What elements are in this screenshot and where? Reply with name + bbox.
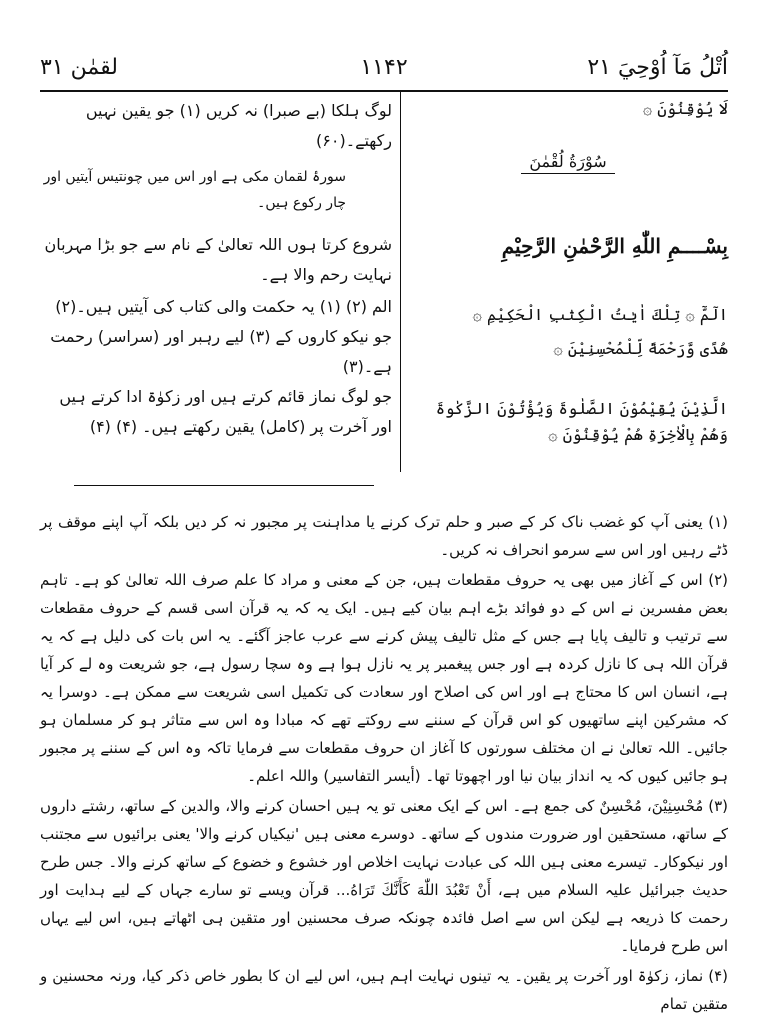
translation-line-1: لوگ ہلکا (بے صبرا) نہ کریں (۱) جو یقین نہیں رکھتے۔(۶۰)	[85, 101, 392, 150]
surah-intro: سورۂ لقمان مکی ہے اور اس میں چونتیس آیتیں اور چار رکوع ہیں۔	[43, 169, 346, 211]
arabic-ayah-1: الٓمّٓ ۞ تِلْكَ اٰيٰتُ الْكِتٰبِ الْحَكِيْمِ ۞	[472, 305, 728, 324]
footnote-1: (۱) یعنی آپ کو غضب ناک کر کے صبر و حلم ترک کرنے یا مداہنت پر مجبور نہ کر دیں بلکہ آپ اپنے موقف پر ڈٹے رہیں اور اس سے سرمو انحراف نہ کریں۔	[40, 513, 728, 559]
surah-name-heading	[408, 152, 728, 174]
arabic-ayah-2: هُدًى وَّرَحْمَةً لِّلْمُحْسِنِيْنَ ۞	[553, 339, 728, 358]
translation-verse-3: جو لوگ نماز قائم کرتے ہیں اور زکوٰۃ ادا کرتے ہیں اور آخرت پر (کامل) یقین رکھتے ہیں۔ (۴) (۴)	[59, 387, 392, 436]
arabic-top-line: لَا يُوْقِنُوْنَ ۞	[642, 99, 728, 118]
footnotes	[40, 508, 728, 1020]
translation-column	[40, 96, 392, 442]
translation-bismillah: شروع کرتا ہوں اللہ تعالیٰ کے نام سے جو بڑا مہربان نہایت رحم والا ہے۔	[44, 235, 392, 284]
footnote-3: (۳) مُحْسِنِيْنَ، مُحْسِنٌ کی جمع ہے۔ اس کے ایک معنی تو یہ ہیں احسان کرنے والا، والدین کے ساتھ، رشتے داروں کے ساتھ، مستحقین اور ضرورت مندوں کے ساتھ۔ دوسرے معنی ہیں 'نیکیاں کرنے والا' یعنی برائیوں سے مجتنب اور نیکوکار۔ تیسرے معنی ہیں اللہ کی عبادت نہایت اخلاص اور خشوع و خضوع کے ساتھ کرنے والا۔ جس طرح حدیث جبرائیل علیہ السلام میں ہے، أَنْ تَعْبُدَ اللّٰهَ كَأَنَّكَ تَرَاهُ... قرآن ویسے تو سارے جہاں کے لیے ہدایت اور رحمت کا ذریعہ ہے لیکن اس سے اصل فائدہ چونکہ صرف محسنین اور متقین ہی اٹھاتے ہیں، اس لیے یہاں اس طرح فرمایا۔	[40, 797, 728, 955]
translation-verse-1: الم (۲) (۱) یہ حکمت والی کتاب کی آیتیں ہیں۔(۲)	[55, 297, 392, 316]
footnote-2: (۲) اس کے آغاز میں بھی یہ حروف مقطعات ہیں، جن کے معنی و مراد کا علم صرف اللہ تعالیٰ کو ہے۔ تاہم بعض مفسرین نے اس کے دو فوائد بڑے اہم بیان کیے ہیں۔ ایک یہ کہ یہ قرآن اسی قسم کے حروف مقطعات سے ترتیب و تالیف پایا ہے جس کے مثل تالیف پیش کرنے سے عرب عاجز آگئے۔ یہ اس بات کی دلیل ہے کہ یہ قرآن اللہ ہی کا نازل کردہ ہے اور جس پیغمبر پر یہ نازل ہوا ہے وہ سچا رسول ہے، جو شریعت وہ لے کر آیا ہے، انسان اس کا محتاج ہے اور اس کی اصلاح اور سعادت کی تکمیل اسی شریعت سے ممکن ہے۔ دوسرا یہ کہ مشرکین اپنے ساتھیوں کو اس قرآن کے سننے سے روکتے تھے کہ مبادا وہ اس سے متاثر ہو کر مسلمان ہو جائیں۔ اللہ تعالیٰ نے ان مختلف سورتوں کا آغاز ان حروف مقطعات سے فرمایا تاکہ وہ اس کے سننے پر مجبور ہو جائیں کیوں کہ یہ انداز بیان نیا اور اچھوتا تھا۔ (أیسر التفاسیر) واللہ اعلم۔	[40, 571, 728, 785]
column-divider	[400, 92, 401, 472]
arabic-ayah-3: الَّذِيْنَ يُقِيْمُوْنَ الصَّلٰوةَ وَيُؤْتُوْنَ الزَّكٰوةَ وَهُمْ بِالْاٰخِرَةِ هُمْ يُوْقِنُوْنَ ۞	[435, 399, 728, 444]
footnote-4: (۴) نماز، زکوٰۃ اور آخرت پر یقین۔ یہ تینوں نہایت اہم ہیں، اس لیے ان کا بطور خاص ذکر کیا، ورنہ محسنین و متقین تمام	[40, 967, 728, 1013]
footnote-rule	[74, 485, 374, 486]
page-header	[40, 50, 728, 86]
page-number: ۱۱۴۲	[360, 55, 408, 80]
header-surah-title: لقمٰن ۳۱	[40, 55, 118, 80]
header-para-title: اُتْلُ مَآ اُوْحِيَ ۲۱	[587, 55, 728, 80]
arabic-bismillah: بِسْــــمِ اللّٰهِ الرَّحْمٰنِ الرَّحِيْمِ	[501, 234, 728, 258]
translation-verse-2: جو نیکو کاروں کے (۳) لیے رہبر اور (سراسر) رحمت ہے۔(۳)	[50, 327, 392, 376]
header-rule	[40, 90, 728, 92]
surah-name: سُوْرَةُ لُقْمٰنَ	[521, 152, 614, 174]
